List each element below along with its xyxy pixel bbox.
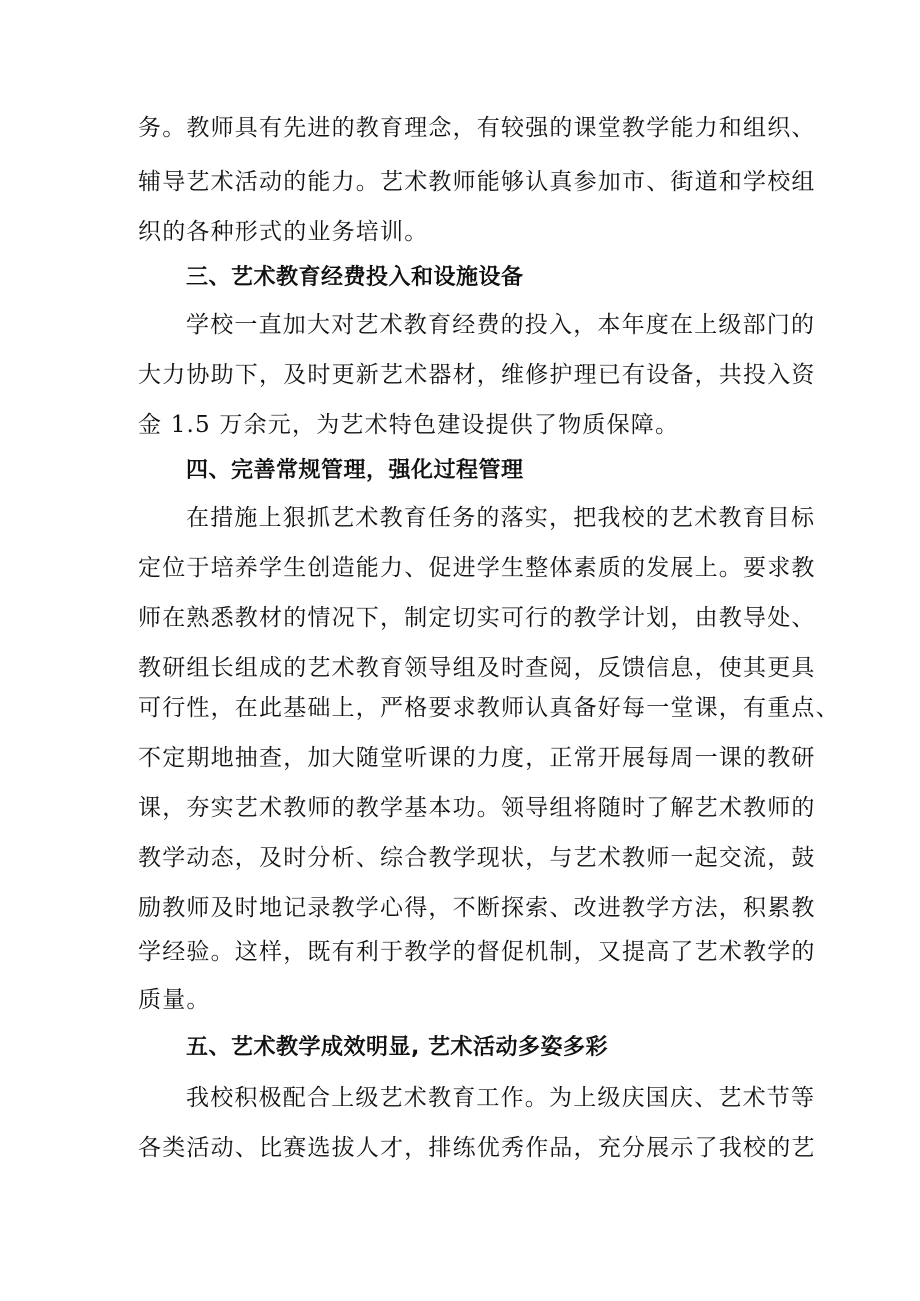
section-4-line-2: 定位于培养学生创造能力、促进学生整体素质的发展上。要求教 bbox=[138, 555, 816, 581]
section-4-line-5: 可行性，在此基础上，严格要求教师认真备好每一堂课，有重点、 bbox=[138, 695, 840, 721]
section-4-line-6: 不定期地抽查，加大随堂听课的力度，正常开展每周一课的教研 bbox=[138, 745, 816, 771]
section-4-line-4: 教研组长组成的艺术教育领导组及时查阅，反馈信息，使其更具 bbox=[138, 655, 816, 681]
intro-line-3: 织的各种形式的业务培训。 bbox=[138, 219, 429, 245]
section-3-line-3: 金 1.5 万余元，为艺术特色建设提供了物质保障。 bbox=[138, 412, 680, 438]
section-4-line-7: 课，夯实艺术教师的教学基本功。领导组将随时了解艺术教师的 bbox=[138, 795, 816, 821]
section-4-heading: 四、完善常规管理，强化过程管理 bbox=[186, 458, 524, 483]
intro-line-1: 务。教师具有先进的教育理念，有较强的课堂教学能力和组织、 bbox=[138, 115, 816, 141]
section-4-line-1: 在措施上狠抓艺术教育任务的落实，把我校的艺术教育目标 bbox=[186, 505, 816, 531]
section-5-line-1: 我校积极配合上级艺术教育工作。为上级庆国庆、艺术节等 bbox=[186, 1085, 816, 1111]
section-4-line-10: 学经验。这样，既有利于教学的督促机制，又提高了艺术教学的 bbox=[138, 939, 816, 965]
section-5-heading: 五、艺术教学成效明显, 艺术活动多姿多彩 bbox=[186, 1035, 609, 1060]
section-4-line-11: 质量。 bbox=[138, 987, 211, 1013]
section-3-line-2: 大力协助下，及时更新艺术器材，维修护理已有设备，共投入资 bbox=[138, 362, 816, 388]
section-4-line-8: 教学动态，及时分析、综合教学现状，与艺术教师一起交流，鼓 bbox=[138, 845, 816, 871]
section-4-line-3: 师在熟悉教材的情况下，制定切实可行的教学计划，由教导处、 bbox=[138, 605, 816, 631]
section-3-heading: 三、艺术教育经费投入和设施设备 bbox=[186, 265, 524, 290]
intro-line-2: 辅导艺术活动的能力。艺术教师能够认真参加市、街道和学校组 bbox=[138, 169, 816, 195]
section-4-line-9: 励教师及时地记录教学心得，不断探索、改进教学方法，积累教 bbox=[138, 895, 816, 921]
section-5-line-2: 各类活动、比赛选拔人才，排练优秀作品，充分展示了我校的艺 bbox=[138, 1135, 816, 1161]
section-3-line-1: 学校一直加大对艺术教育经费的投入，本年度在上级部门的 bbox=[186, 312, 816, 338]
